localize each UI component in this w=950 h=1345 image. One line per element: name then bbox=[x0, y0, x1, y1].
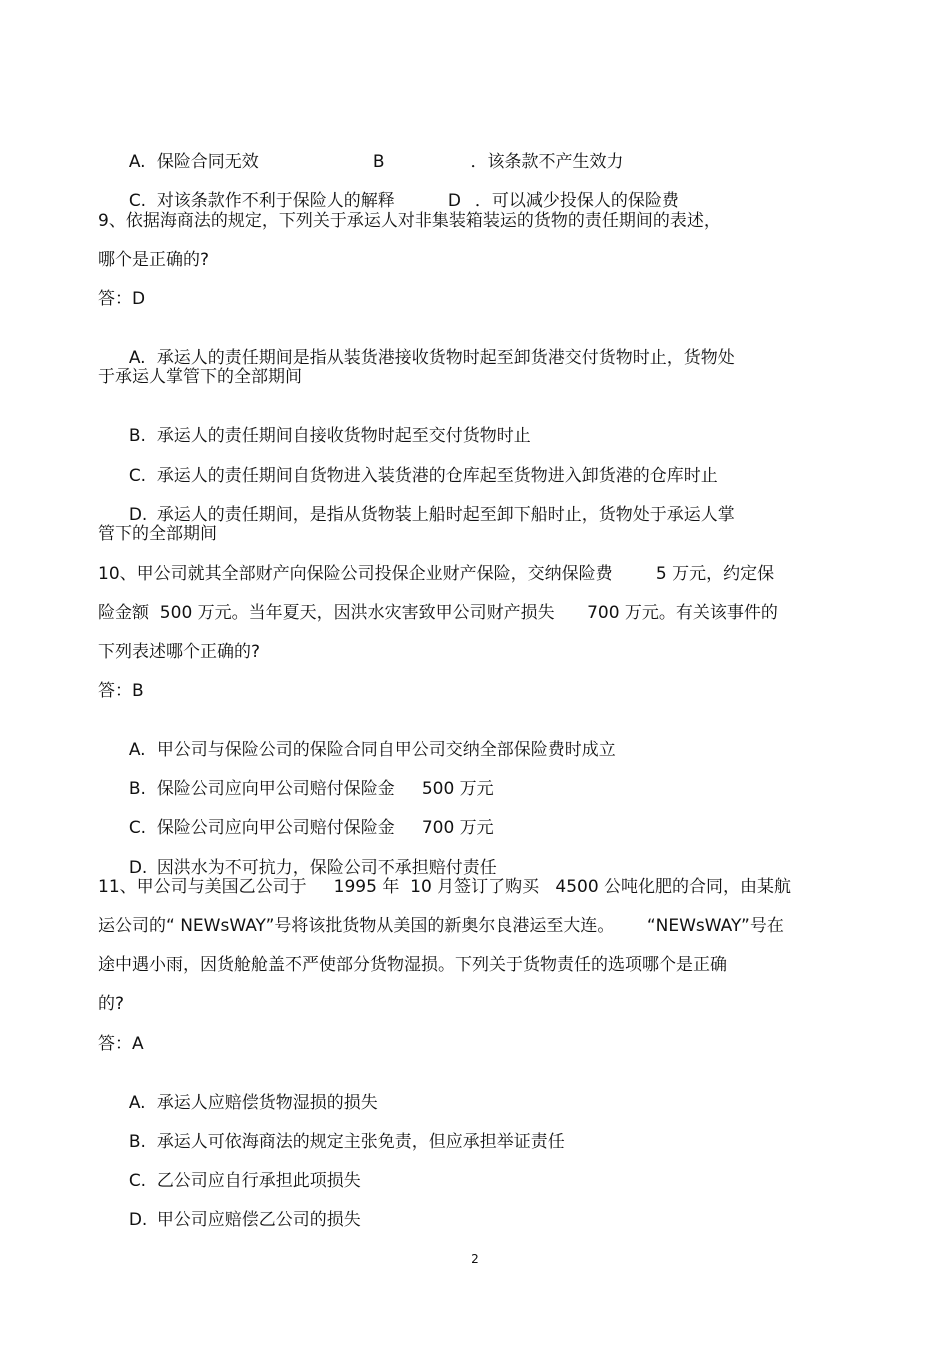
option-letter: A. bbox=[128, 152, 146, 172]
option-letter: C. bbox=[128, 818, 147, 838]
question-10-line1: 10、甲公司就其全部财产向保险公司投保企业财产保险，交纳保险费 5 万元，约定保 bbox=[98, 564, 775, 584]
option-letter: D. bbox=[128, 1210, 148, 1230]
option-letter: B bbox=[372, 152, 385, 172]
option-text: ．可以减少投保人的保险费 bbox=[474, 191, 679, 211]
option-d bbox=[437, 171, 679, 211]
q10-option-b bbox=[118, 759, 494, 799]
option-letter: D. bbox=[128, 858, 148, 878]
option-letter: B. bbox=[128, 779, 146, 799]
option-letter: D. bbox=[128, 505, 148, 525]
option-text: 承运人的责任期间，是指从货物装上船时起至卸下船时止，货物处于承运人掌 bbox=[156, 505, 735, 525]
question-9-answer: 答：D bbox=[98, 289, 146, 309]
option-text: 对该条款作不利于保险人的解释 bbox=[156, 191, 395, 211]
question-10-line2: 险金额 500 万元。当年夏天，因洪水灾害致甲公司财产损失 700 万元。有关该事件的 bbox=[98, 603, 778, 623]
question-10-answer: 答：B bbox=[98, 681, 144, 701]
q11-option-c bbox=[118, 1151, 361, 1191]
option-letter: C. bbox=[128, 1171, 147, 1191]
option-text: 承运人的责任期间自货物进入装货港的仓库起至货物进入卸货港的仓库时止 bbox=[156, 466, 718, 486]
question-10-line3: 下列表述哪个正确的? bbox=[98, 642, 261, 662]
option-text: 保险合同无效 bbox=[156, 152, 259, 172]
q10-option-c bbox=[118, 798, 494, 838]
q9-option-a-cont: 于承运人掌管下的全部期间 bbox=[98, 367, 302, 387]
q9-option-c bbox=[118, 446, 718, 486]
q10-option-a bbox=[118, 720, 616, 760]
option-letter: D bbox=[447, 191, 461, 211]
option-letter: B. bbox=[128, 1132, 146, 1152]
option-c bbox=[118, 171, 395, 211]
page-number: 2 bbox=[471, 1252, 479, 1266]
question-9-line1: 9、依据海商法的规定，下列关于承运人对非集装箱装运的货物的责任期间的表述， bbox=[98, 211, 721, 231]
question-11-line1: 11、甲公司与美国乙公司于 1995 年 10 月签订了购买 4500 公吨化肥的合同，由某航 bbox=[98, 877, 792, 897]
option-text: 保险公司应向甲公司赔付保险金 700 万元 bbox=[156, 818, 494, 838]
option-letter: A. bbox=[128, 348, 146, 368]
option-text: 承运人的责任期间自接收货物时起至交付货物时止 bbox=[156, 426, 531, 446]
q9-option-a bbox=[118, 328, 735, 368]
option-text: ．该条款不产生效力 bbox=[470, 152, 624, 172]
option-text: 因洪水为不可抗力，保险公司不承担赔付责任 bbox=[156, 858, 497, 878]
question-11-line2: 运公司的“ NEWsWAY”号将该批货物从美国的新奥尔良港运至大连。 “NEWsWAY”号在 bbox=[98, 916, 784, 936]
option-text: 保险公司应向甲公司赔付保险金 500 万元 bbox=[156, 779, 494, 799]
question-11-answer: 答：A bbox=[98, 1034, 144, 1054]
q9-option-b bbox=[118, 406, 531, 446]
option-b bbox=[362, 132, 623, 172]
option-text: 甲公司与保险公司的保险合同自甲公司交纳全部保险费时成立 bbox=[156, 740, 616, 760]
option-text: 甲公司应赔偿乙公司的损失 bbox=[156, 1210, 361, 1230]
question-9-line2: 哪个是正确的? bbox=[98, 250, 210, 270]
q11-option-b bbox=[118, 1112, 565, 1152]
question-11-line3: 途中遇小雨，因货舱舱盖不严使部分货物湿损。下列关于货物责任的选项哪个是正确 bbox=[98, 955, 727, 975]
option-text: 乙公司应自行承担此项损失 bbox=[156, 1171, 361, 1191]
option-letter: B. bbox=[128, 426, 146, 446]
q10-option-d bbox=[118, 838, 497, 878]
q11-option-a bbox=[118, 1073, 378, 1113]
q9-option-d bbox=[118, 485, 735, 525]
option-text: 承运人可依海商法的规定主张免责，但应承担举证责任 bbox=[156, 1132, 565, 1152]
option-text: 承运人的责任期间是指从装货港接收货物时起至卸货港交付货物时止，货物处 bbox=[156, 348, 735, 368]
question-11-line4: 的? bbox=[98, 994, 125, 1014]
option-letter: A. bbox=[128, 1093, 146, 1113]
option-letter: A. bbox=[128, 740, 146, 760]
option-letter: C. bbox=[128, 466, 147, 486]
q9-option-d-cont: 管下的全部期间 bbox=[98, 524, 217, 544]
option-letter: C. bbox=[128, 191, 147, 211]
option-text: 承运人应赔偿货物湿损的损失 bbox=[156, 1093, 378, 1113]
option-a bbox=[118, 132, 259, 172]
q11-option-d bbox=[118, 1190, 361, 1230]
